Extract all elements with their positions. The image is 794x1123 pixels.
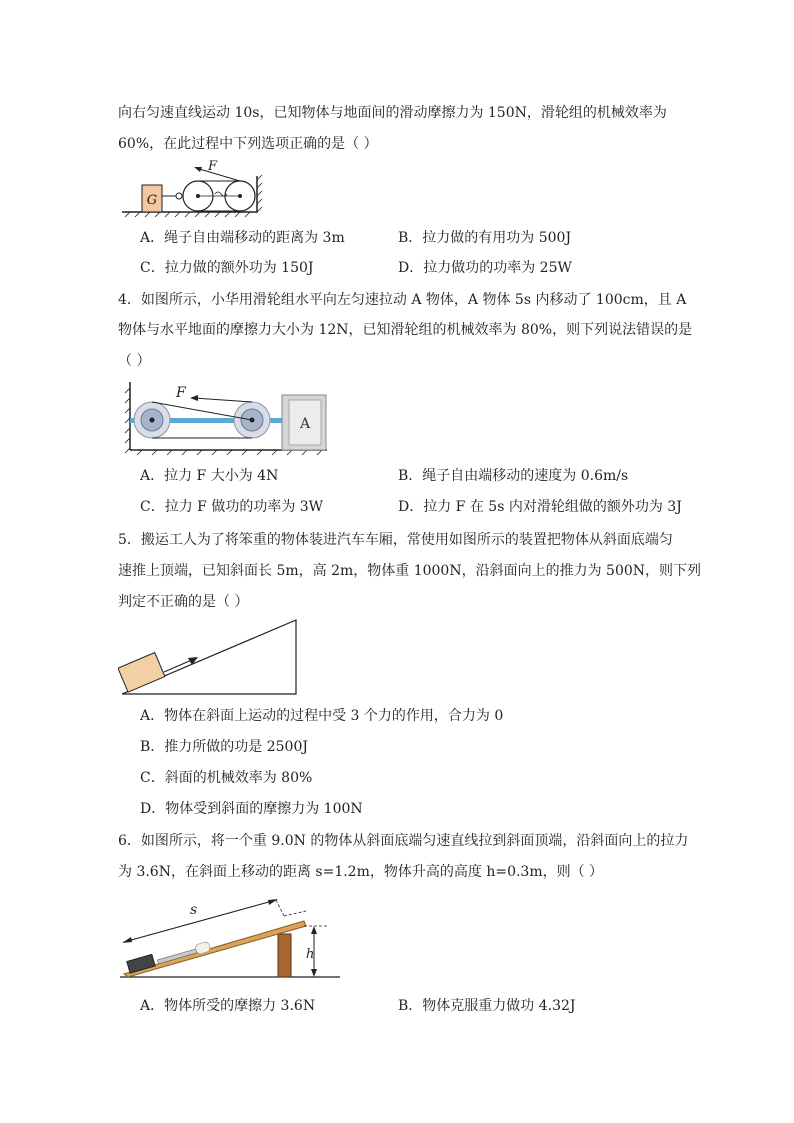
- q5-stem-line2: 速推上顶端，已知斜面长 5m，高 2m，物体重 1000N，沿斜面向上的推力为 500N，则下列: [118, 563, 702, 579]
- q4-force-label: F: [176, 385, 186, 401]
- q6-incline-figure: [118, 884, 343, 984]
- q5-option-b: B．推力所做的功是 2500J: [140, 739, 308, 755]
- q4-block-label: A: [299, 416, 311, 432]
- q6-s-label: s: [190, 902, 198, 918]
- q4-option-a: A．拉力 F 大小为 4N: [140, 468, 279, 484]
- q6-option-b: B．物体克服重力做功 4.32J: [398, 998, 576, 1014]
- q4-option-c: C．拉力 F 做功的功率为 3W: [140, 499, 324, 515]
- q4-option-d: D．拉力 F 在 5s 内对滑轮组做的额外功为 3J: [398, 499, 682, 515]
- q3-block-label: G: [146, 193, 158, 208]
- q3-option-d: D．拉力做功的功率为 25W: [398, 260, 572, 276]
- q3-option-c: C．拉力做的额外功为 150J: [140, 260, 314, 276]
- q6-h-label: h: [306, 947, 315, 962]
- q3-stem-line1: 向右匀速直线运动 10s，已知物体与地面间的滑动摩擦力为 150N，滑轮组的机械效率为: [118, 105, 667, 121]
- q6-stem-line2: 为 3.6N，在斜面上移动的距离 s=1.2m，物体升高的高度 h=0.3m，则（ ）: [118, 864, 604, 880]
- q6-stem-line1: 6．如图所示，将一个重 9.0N 的物体从斜面底端匀速直线拉到斜面顶端，沿斜面向上的拉力: [118, 833, 689, 849]
- q5-option-d: D．物体受到斜面的摩擦力为 100N: [140, 801, 363, 817]
- q4-pulley-figure: [122, 378, 332, 458]
- q3-pulley-figure: [120, 158, 270, 218]
- q3-option-a: A．绳子自由端移动的距离为 3m: [140, 230, 345, 246]
- q5-option-a: A．物体在斜面上运动的过程中受 3 个力的作用，合力为 0: [140, 708, 504, 724]
- q3-stem-line2: 60%，在此过程中下列选项正确的是（ ）: [118, 136, 378, 152]
- q4-stem-line3: （ ）: [118, 353, 151, 369]
- q3-option-b: B．拉力做的有用功为 500J: [398, 230, 572, 246]
- q5-incline-figure: [118, 616, 303, 698]
- q5-stem-line1: 5．搬运工人为了将笨重的物体装进汽车车厢，常使用如图所示的装置把物体从斜面底端匀: [118, 532, 673, 548]
- q4-stem-line1: 4．如图所示，小华用滑轮组水平向左匀速拉动 A 物体，A 物体 5s 内移动了 100cm，且 A: [118, 292, 687, 308]
- q6-option-a: A．物体所受的摩擦力 3.6N: [140, 998, 316, 1014]
- q4-option-b: B．绳子自由端移动的速度为 0.6m/s: [398, 468, 629, 484]
- q5-stem-line3: 判定不正确的是（ ）: [118, 594, 249, 610]
- q5-option-c: C．斜面的机械效率为 80%: [140, 770, 313, 786]
- q3-force-label: F: [208, 159, 218, 174]
- q4-stem-line2: 物体与水平地面的摩擦力大小为 12N，已知滑轮组的机械效率为 80%，则下列说法错误的是: [118, 322, 693, 338]
